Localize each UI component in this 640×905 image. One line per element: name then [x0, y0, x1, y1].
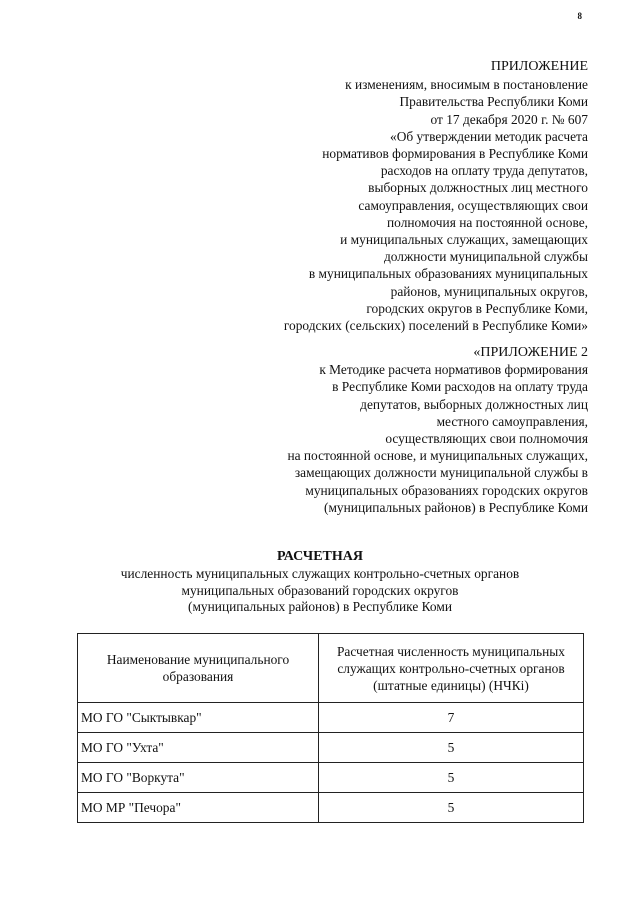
appendix2-line: в Республике Коми расходов на оплату труда — [332, 379, 588, 395]
staff-count: 7 — [319, 703, 584, 733]
appendix-line: районов, муниципальных округов, — [390, 283, 588, 299]
heading-line: численность муниципальных служащих контрольно-счетных органов — [120, 566, 520, 581]
staff-count: 5 — [319, 763, 584, 793]
appendix-header — [284, 58, 588, 334]
table-header-row — [78, 634, 584, 703]
column-header-municipality: Наименование муниципального образования — [78, 634, 319, 703]
municipality-name: МО ГО "Ухта" — [78, 733, 319, 763]
appendix-line: в муниципальных образованиях муниципальных — [308, 266, 588, 282]
document-heading — [0, 548, 640, 616]
appendix-line: от 17 декабря 2020 г. № 607 — [430, 111, 588, 127]
heading-title: РАСЧЕТНАЯ — [277, 549, 363, 564]
appendix2-line: (муниципальных районов) в Республике Коми — [324, 499, 588, 515]
table-row — [78, 793, 584, 823]
column-header-staff-count: Расчетная численность муниципальных служащих контрольно-счетных органов (штатные единицы) (НЧКi) — [319, 634, 584, 703]
municipality-name: МО ГО "Воркута" — [78, 763, 319, 793]
municipality-name: МО МР "Печора" — [78, 793, 319, 823]
appendix-line: расходов на оплату труда депутатов, — [380, 163, 588, 179]
appendix2-line: «ПРИЛОЖЕНИЕ 2 — [473, 345, 588, 360]
table-row — [78, 733, 584, 763]
appendix2-line: депутатов, выборных должностных лиц — [360, 396, 588, 412]
table-row — [78, 763, 584, 793]
staff-count: 5 — [319, 793, 584, 823]
appendix-line: к изменениям, вносимым в постановление — [345, 77, 588, 93]
appendix2-line: к Методике расчета нормативов формирования — [319, 362, 588, 378]
appendix-line: городских (сельских) поселений в Республике Коми» — [283, 318, 588, 334]
appendix2-line: осуществляющих свои полномочия — [385, 431, 588, 447]
appendix-line: Правительства Республики Коми — [399, 94, 588, 110]
page-number: 8 — [577, 11, 582, 21]
appendix2-header — [287, 344, 588, 516]
appendix2-line: муниципальных образованиях городских округов — [305, 482, 588, 498]
appendix-line: самоуправления, осуществляющих свои — [358, 197, 588, 213]
municipality-name: МО ГО "Сыктывкар" — [78, 703, 319, 733]
appendix-line: выборных должностных лиц местного — [368, 180, 588, 196]
appendix2-line: замещающих должности муниципальной службы в — [294, 465, 588, 481]
appendix-line: и муниципальных служащих, замещающих — [340, 232, 588, 248]
appendix2-line: на постоянной основе, и муниципальных служащих, — [287, 448, 588, 464]
appendix-line: нормативов формирования в Республике Коми — [322, 146, 588, 162]
staff-count: 5 — [319, 733, 584, 763]
staff-table — [77, 633, 584, 823]
heading-line: (муниципальных районов) в Республике Коми — [188, 599, 452, 614]
table-row — [78, 703, 584, 733]
appendix-line: ПРИЛОЖЕНИЕ — [490, 59, 588, 74]
appendix-line: «Об утверждении методик расчета — [390, 128, 588, 144]
appendix2-line: местного самоуправления, — [436, 413, 588, 429]
heading-line: муниципальных образований городских округов — [181, 582, 459, 598]
appendix-line: должности муниципальной службы — [383, 249, 588, 265]
appendix-line: городских округов в Республике Коми, — [366, 300, 588, 316]
appendix-line: полномочия на постоянной основе, — [387, 214, 588, 230]
